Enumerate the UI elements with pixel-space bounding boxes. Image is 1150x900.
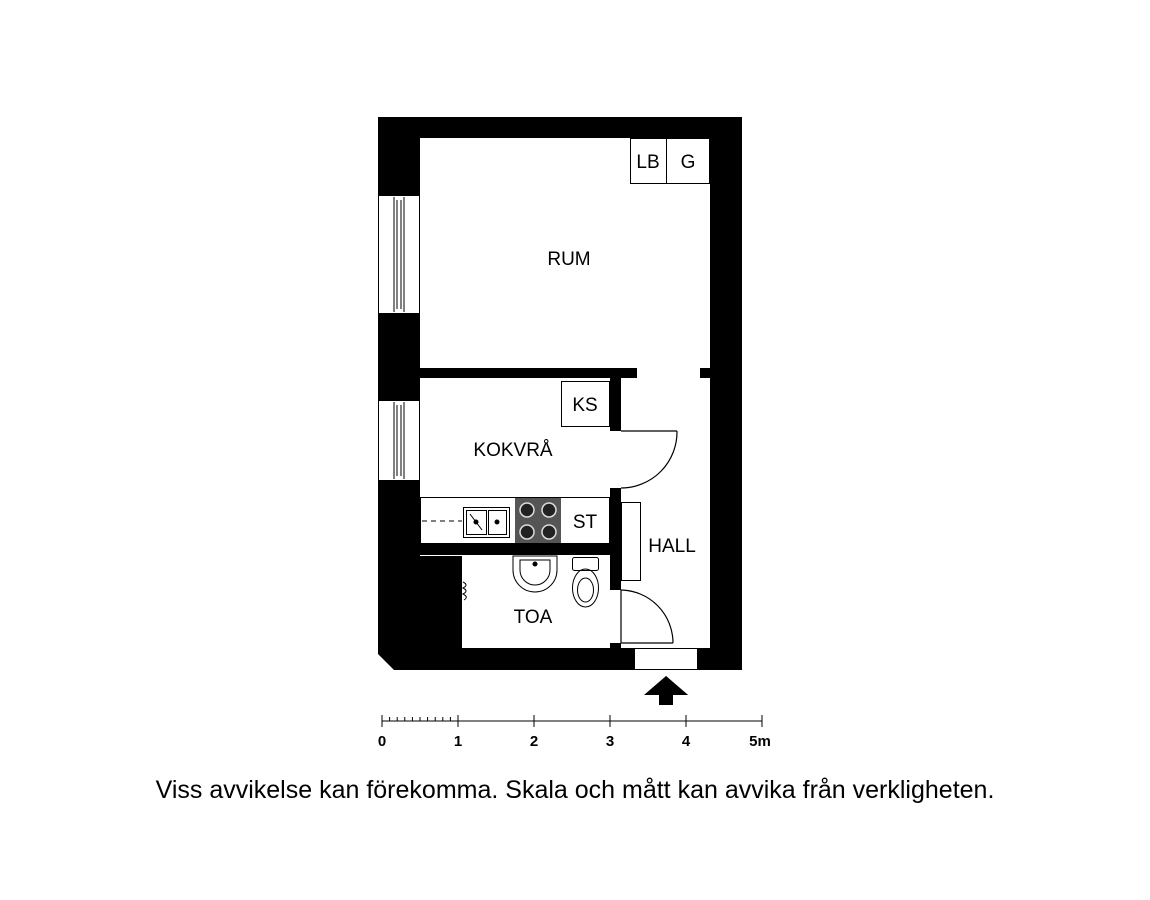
- scale-tick-1: 1: [453, 733, 463, 750]
- window-kok: [379, 401, 420, 481]
- hall-closet: [622, 503, 641, 581]
- washbasin-icon: [513, 556, 557, 592]
- left-wall-upper: [378, 117, 420, 195]
- right-wall: [710, 117, 742, 670]
- disclaimer-text: Viss avvikelse kan förekomma. Skala och mått kan avvika från verkligheten.: [155, 776, 995, 804]
- toilet-icon: [573, 558, 599, 608]
- room-label-hall: HALL: [648, 536, 696, 557]
- room-label-toa: TOA: [513, 607, 553, 628]
- scale-tick-3: 3: [605, 733, 615, 750]
- stove-icon: [515, 498, 561, 543]
- partition-rum-kok: [420, 368, 637, 378]
- ks-label: KS: [572, 395, 598, 416]
- lb-label: LB: [636, 152, 660, 173]
- partition-stub: [700, 368, 710, 378]
- door-kok: [621, 431, 677, 488]
- walls: [378, 117, 742, 670]
- scale-tick-2: 2: [529, 733, 539, 750]
- scale-bar: [382, 715, 762, 727]
- kitchen-toa-wall: [420, 543, 621, 555]
- left-wall-lower: [378, 480, 634, 670]
- towel-hook-icon: [463, 582, 466, 600]
- room-label-rum: RUM: [547, 249, 591, 270]
- scale-tick-0: 0: [377, 733, 387, 750]
- scale-tick-4: 4: [681, 733, 691, 750]
- g-label: G: [680, 152, 696, 173]
- hall-wall-lower-b: [610, 643, 621, 648]
- door-toa: [621, 590, 673, 643]
- top-wall: [378, 117, 742, 138]
- sink-icon: [464, 508, 510, 538]
- hall-wall-middle: [610, 488, 621, 584]
- left-wall-middle: [378, 313, 420, 400]
- st-label: ST: [572, 512, 598, 533]
- hall-wall-upper: [610, 378, 621, 431]
- scale-tick-5: 5m: [749, 733, 771, 750]
- window-rum: [379, 196, 420, 314]
- entrance: [635, 649, 698, 706]
- bottom-wall-right: [698, 648, 742, 670]
- hall-wall-lower-a: [610, 584, 621, 590]
- room-label-kokvra: KOKVRÅ: [473, 440, 553, 461]
